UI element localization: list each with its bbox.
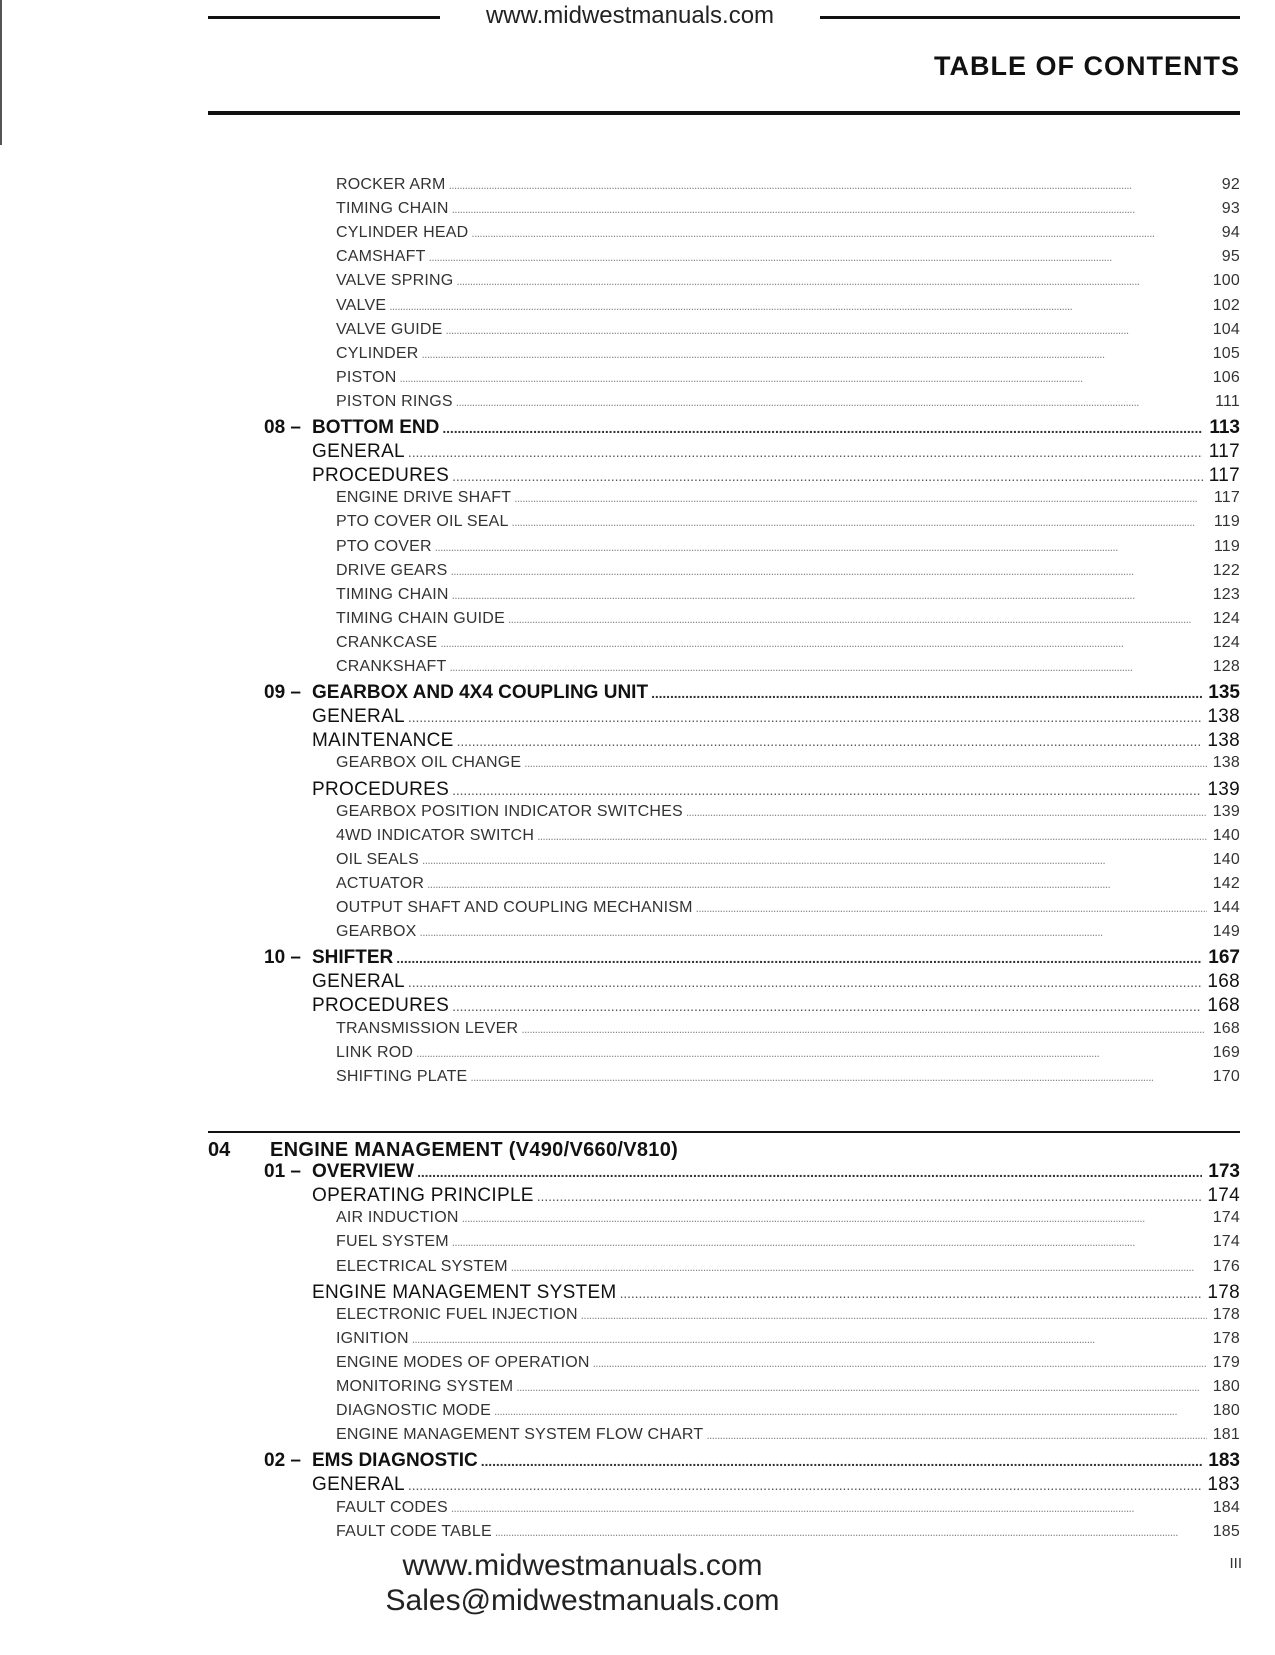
toc-entry-label: SHIFTER — [312, 947, 394, 969]
toc-subsection-entry[interactable] — [336, 827, 1240, 845]
dot-leader — [422, 853, 1207, 867]
dot-leader — [511, 1260, 1207, 1274]
toc-subsection-entry[interactable] — [336, 923, 1240, 941]
toc-page-number: 174 — [1212, 1209, 1240, 1227]
toc-subsection-entry[interactable] — [336, 899, 1240, 917]
toc-entry-label: ELECTRONIC FUEL INJECTION — [336, 1305, 578, 1323]
dot-leader — [452, 998, 1201, 1014]
toc-subsection-entry[interactable] — [336, 1044, 1240, 1062]
toc-entry-label: DIAGNOSTIC MODE — [336, 1402, 492, 1420]
toc-entry-label: TRANSMISSION LEVER — [336, 1019, 519, 1037]
toc-subsection-entry[interactable] — [336, 248, 1240, 266]
dot-leader — [514, 491, 1208, 505]
dot-leader — [456, 395, 1209, 409]
toc-entry-label: FAULT CODE TABLE — [336, 1522, 492, 1540]
toc-entry-label: BOTTOM END — [312, 417, 440, 438]
dot-leader — [512, 515, 1208, 529]
toc-entry-label: GEARBOX POSITION INDICATOR SWITCHES — [336, 802, 683, 820]
toc-page-number: 104 — [1212, 320, 1240, 338]
dot-leader — [422, 347, 1207, 361]
toc-subsection-entry[interactable] — [336, 586, 1240, 604]
dot-leader — [408, 974, 1201, 990]
toc-page-number: 138 — [1212, 754, 1240, 772]
toc-entry-label: OUTPUT SHAFT AND COUPLING MECHANISM — [336, 899, 693, 916]
dot-leader — [481, 1453, 1203, 1469]
section-number: 04 — [208, 1139, 231, 1161]
dot-leader — [416, 1046, 1207, 1060]
dot-leader — [417, 1164, 1202, 1180]
section-title: ENGINE MANAGEMENT (V490/V660/V810) — [270, 1139, 679, 1161]
dot-leader — [456, 274, 1206, 288]
dot-leader — [451, 1501, 1207, 1515]
toc-entry-label: VALVE GUIDE — [336, 320, 443, 338]
toc-page-number: 124 — [1212, 633, 1240, 651]
dot-leader — [524, 756, 1206, 770]
toc-page-number: 119 — [1213, 537, 1240, 555]
toc-subsection-entry[interactable] — [336, 1402, 1240, 1420]
toc-chapter-entry[interactable] — [264, 947, 1240, 969]
toc-subsection-entry[interactable] — [336, 1330, 1240, 1348]
toc-subsection-entry[interactable] — [336, 1378, 1240, 1396]
dot-leader — [449, 178, 1216, 192]
dot-leader — [452, 782, 1201, 798]
dot-leader — [696, 901, 1207, 915]
toc-entry-label: ENGINE MANAGEMENT SYSTEM — [312, 1281, 617, 1303]
toc-entry-label: ACTUATOR — [336, 874, 425, 892]
toc-entry-label: MONITORING SYSTEM — [336, 1378, 514, 1395]
toc-subsection-entry[interactable] — [336, 393, 1240, 411]
toc-page-number: 139 — [1207, 778, 1240, 800]
toc-entry-label: CRANKCASE — [336, 633, 438, 651]
toc-page-number: 102 — [1212, 296, 1240, 314]
dot-leader — [516, 1380, 1206, 1394]
dot-leader — [706, 1428, 1206, 1442]
toc-page-number: 122 — [1212, 561, 1240, 579]
toc-page-number: 100 — [1212, 272, 1240, 290]
toc-subsection-entry[interactable] — [336, 754, 1240, 772]
toc-page-number: 94 — [1221, 224, 1240, 242]
dot-leader — [451, 564, 1207, 578]
toc-section-entry[interactable] — [312, 1474, 1240, 1496]
toc-entry-label: CYLINDER — [336, 344, 419, 362]
footer-url: www.midwestmanuals.com — [402, 1549, 763, 1582]
toc-subsection-entry[interactable] — [336, 272, 1240, 290]
toc-section-entry[interactable] — [312, 730, 1240, 752]
toc-entry-label: TIMING CHAIN — [336, 200, 449, 218]
dot-leader — [593, 1356, 1207, 1370]
toc-entry-label: PISTON RINGS — [336, 392, 453, 410]
toc-page-number: 180 — [1212, 1378, 1240, 1395]
toc-subsection-entry[interactable] — [336, 634, 1240, 652]
toc-page-number: 180 — [1212, 1402, 1240, 1420]
toc-page-number: 185 — [1212, 1522, 1240, 1540]
toc-entry-label: VALVE SPRING — [336, 272, 454, 290]
toc-page-number: 170 — [1212, 1067, 1240, 1085]
toc-subsection-entry[interactable] — [336, 1068, 1240, 1086]
toc-page-number: 119 — [1213, 513, 1240, 531]
dot-leader — [389, 299, 1206, 313]
toc-entry-label: TIMING CHAIN GUIDE — [336, 609, 505, 627]
toc-page-number: 135 — [1208, 682, 1240, 704]
toc-page-number: 113 — [1209, 417, 1240, 438]
toc-entry-label: ENGINE MANAGEMENT SYSTEM FLOW CHART — [336, 1426, 704, 1444]
dot-leader — [452, 588, 1207, 602]
toc-page-number: 106 — [1212, 368, 1240, 386]
dot-leader — [452, 468, 1203, 484]
dot-leader — [408, 709, 1201, 725]
toc-subsection-entry[interactable] — [336, 224, 1240, 242]
dot-leader — [452, 202, 1216, 216]
toc-subsection-entry[interactable] — [336, 489, 1240, 507]
toc-page-number: 168 — [1207, 995, 1240, 1017]
dot-leader — [442, 420, 1203, 436]
toc-page-number: 179 — [1212, 1353, 1240, 1371]
dot-leader — [446, 323, 1207, 337]
dot-leader — [440, 636, 1206, 650]
dot-leader — [449, 660, 1206, 674]
toc-entry-label: TIMING CHAIN — [336, 585, 449, 603]
toc-entry-label: OPERATING PRINCIPLE — [312, 1185, 534, 1207]
toc-page-number: 111 — [1215, 392, 1240, 410]
dot-leader — [651, 685, 1202, 701]
page-title: TABLE OF CONTENTS — [934, 51, 1240, 81]
toc-subsection-entry[interactable] — [336, 1354, 1240, 1372]
toc-page-number: 178 — [1212, 1329, 1240, 1347]
toc-chapter-number: 09 – — [264, 682, 301, 704]
toc-chapter-entry[interactable] — [264, 417, 1240, 439]
dot-leader — [686, 805, 1207, 819]
toc-entry-label: GENERAL — [312, 1474, 405, 1496]
toc-chapter-entry[interactable] — [264, 1161, 1240, 1183]
toc-page-number: 181 — [1212, 1426, 1240, 1444]
toc-page-number: 117 — [1208, 441, 1240, 463]
toc-entry-label: GENERAL — [312, 706, 405, 728]
toc-entry-label: OIL SEALS — [336, 850, 420, 868]
toc-page-number: 142 — [1212, 874, 1240, 892]
toc-entry-label: PTO COVER — [336, 537, 432, 555]
toc-entry-label: PTO COVER OIL SEAL — [336, 513, 509, 531]
toc-page-number: 123 — [1212, 585, 1240, 603]
toc-subsection-entry[interactable] — [336, 321, 1240, 339]
toc-subsection-entry[interactable] — [336, 1426, 1240, 1444]
dot-leader — [462, 1211, 1207, 1225]
toc-page-number: 139 — [1212, 802, 1240, 820]
toc-entry-label: PROCEDURES — [312, 995, 450, 1017]
toc-page-number: 149 — [1212, 923, 1240, 941]
toc-subsection-entry[interactable] — [336, 176, 1240, 194]
toc-page-number: 128 — [1212, 658, 1240, 675]
toc-entry-label: PISTON — [336, 368, 397, 386]
toc-page-number: 138 — [1207, 706, 1240, 728]
toc-chapter-number: 08 – — [264, 417, 301, 438]
dot-leader — [470, 1070, 1206, 1084]
toc-page-number: 168 — [1212, 1019, 1240, 1037]
toc-section-entry[interactable] — [312, 1185, 1240, 1207]
dot-leader — [452, 1235, 1207, 1249]
dot-leader — [399, 371, 1206, 385]
toc-entry-label: EMS DIAGNOSTIC — [312, 1450, 478, 1472]
toc-page-number: 105 — [1212, 344, 1240, 362]
dot-leader — [457, 733, 1202, 749]
toc-section-entry[interactable] — [312, 441, 1240, 463]
toc-entry-label: CAMSHAFT — [336, 248, 426, 266]
toc-page-number: 140 — [1212, 850, 1240, 868]
toc-page-number: 184 — [1212, 1498, 1240, 1516]
toc-subsection-entry[interactable] — [336, 1020, 1240, 1038]
dot-leader — [408, 444, 1203, 460]
dot-leader — [537, 829, 1207, 843]
toc-section-entry[interactable] — [312, 995, 1240, 1017]
toc-entry-label: LINK ROD — [336, 1043, 414, 1061]
toc-subsection-entry[interactable] — [336, 200, 1240, 218]
dot-leader — [408, 1477, 1201, 1493]
toc-entry-label: OVERVIEW — [312, 1161, 415, 1183]
toc-chapter-entry[interactable] — [264, 1450, 1240, 1472]
dot-leader — [396, 950, 1202, 966]
section-divider-rule — [208, 1131, 1240, 1133]
toc-page-number: 174 — [1212, 1233, 1240, 1251]
toc-entry-label: IGNITION — [336, 1329, 409, 1347]
toc-section-entry[interactable] — [312, 971, 1240, 993]
toc-subsection-entry[interactable] — [336, 610, 1240, 628]
toc-page-number: 178 — [1207, 1281, 1240, 1303]
toc-page-number: 174 — [1207, 1185, 1240, 1207]
toc-entry-label: CYLINDER HEAD — [336, 224, 469, 242]
toc-entry-label: ENGINE MODES OF OPERATION — [336, 1353, 590, 1371]
dot-leader — [521, 1022, 1206, 1036]
footer-email: Sales@midwestmanuals.com — [385, 1584, 780, 1617]
dot-leader — [427, 877, 1207, 891]
dot-leader — [429, 250, 1216, 264]
toc-entry-label: FUEL SYSTEM — [336, 1233, 449, 1251]
toc-page-number: 169 — [1212, 1043, 1240, 1061]
toc-subsection-entry[interactable] — [336, 538, 1240, 556]
toc-subsection-entry[interactable] — [336, 297, 1240, 315]
toc-page-number: 138 — [1207, 730, 1240, 752]
toc-chapter-number: 01 – — [264, 1161, 301, 1183]
toc-chapter-number: 02 – — [264, 1450, 301, 1472]
toc-section-entry[interactable] — [312, 1282, 1240, 1304]
toc-subsection-entry[interactable] — [336, 875, 1240, 893]
toc-page-number: 176 — [1212, 1257, 1240, 1275]
toc-page-number: 93 — [1221, 200, 1240, 218]
toc-page-number: 167 — [1208, 947, 1240, 969]
toc-entry-label: ELECTRICAL SYSTEM — [336, 1257, 508, 1275]
toc-subsection-entry[interactable] — [336, 1258, 1240, 1276]
toc-page-number: 168 — [1207, 971, 1240, 993]
dot-leader — [412, 1332, 1207, 1346]
toc-entry-label: SHIFTING PLATE — [336, 1067, 468, 1085]
toc-entry-label: ROCKER ARM — [336, 176, 446, 193]
toc-page-number: 183 — [1208, 1450, 1240, 1472]
toc-section-entry[interactable] — [312, 465, 1240, 487]
toc-section-entry[interactable] — [312, 706, 1240, 728]
toc-subsection-entry[interactable] — [336, 562, 1240, 580]
toc-entry-label: PROCEDURES — [312, 465, 450, 487]
dot-leader — [537, 1188, 1202, 1204]
toc-entry-label: GEARBOX — [336, 923, 417, 941]
toc-page-number: 173 — [1208, 1161, 1240, 1183]
toc-subsection-entry[interactable] — [336, 803, 1240, 821]
toc-page-number: 117 — [1213, 489, 1240, 507]
toc-page-number: 140 — [1212, 826, 1240, 844]
toc-entry-label: GENERAL — [312, 971, 405, 993]
toc-subsection-entry[interactable] — [336, 1233, 1240, 1251]
toc-entry-label: AIR INDUCTION — [336, 1209, 459, 1227]
dot-leader — [435, 540, 1208, 554]
toc-page-number: 124 — [1212, 609, 1240, 627]
toc-subsection-entry[interactable] — [336, 1523, 1240, 1541]
toc-page-number: 95 — [1221, 248, 1240, 266]
dot-leader — [471, 226, 1215, 240]
toc-entry-label: GENERAL — [312, 441, 405, 463]
toc-chapter-entry[interactable] — [264, 682, 1240, 704]
toc-subsection-entry[interactable] — [336, 851, 1240, 869]
dot-leader — [420, 925, 1207, 939]
dot-leader — [494, 1404, 1207, 1418]
toc-entry-label: GEARBOX OIL CHANGE — [336, 754, 522, 772]
dot-leader — [508, 612, 1207, 626]
toc-entry-label: DRIVE GEARS — [336, 561, 448, 579]
toc-page-number: 117 — [1208, 465, 1240, 487]
toc-entry-label: 4WD INDICATOR SWITCH — [336, 826, 535, 844]
dot-leader — [620, 1285, 1202, 1301]
toc-page-number: 144 — [1212, 899, 1240, 916]
toc-subsection-entry[interactable] — [336, 1209, 1240, 1227]
toc-subsection-entry[interactable] — [336, 1499, 1240, 1517]
dot-leader — [495, 1525, 1207, 1539]
toc-entry-label: PROCEDURES — [312, 778, 450, 800]
toc-entry-label: GEARBOX AND 4X4 COUPLING UNIT — [312, 682, 649, 704]
toc-subsection-entry[interactable] — [336, 658, 1240, 676]
toc-page-number: 183 — [1207, 1474, 1240, 1496]
toc-entry-label: MAINTENANCE — [312, 730, 454, 752]
toc-page-number: 178 — [1212, 1305, 1240, 1323]
toc-subsection-entry[interactable] — [336, 345, 1240, 363]
toc-entry-label: ENGINE DRIVE SHAFT — [336, 489, 512, 507]
toc-chapter-number: 10 – — [264, 947, 301, 969]
header-url-watermark: www.midwestmanuals.com — [440, 2, 820, 30]
toc-entry-label: FAULT CODES — [336, 1498, 448, 1516]
page-number: III — [1229, 1555, 1242, 1572]
toc-subsection-entry[interactable] — [336, 513, 1240, 531]
toc-subsection-entry[interactable] — [336, 1306, 1240, 1324]
toc-subsection-entry[interactable] — [336, 369, 1240, 387]
toc-page-number: 92 — [1221, 176, 1240, 193]
dot-leader — [581, 1308, 1207, 1322]
toc-entry-label: CRANKSHAFT — [336, 658, 447, 675]
toc-section-entry[interactable] — [312, 779, 1240, 801]
toc-entry-label: VALVE — [336, 296, 387, 314]
